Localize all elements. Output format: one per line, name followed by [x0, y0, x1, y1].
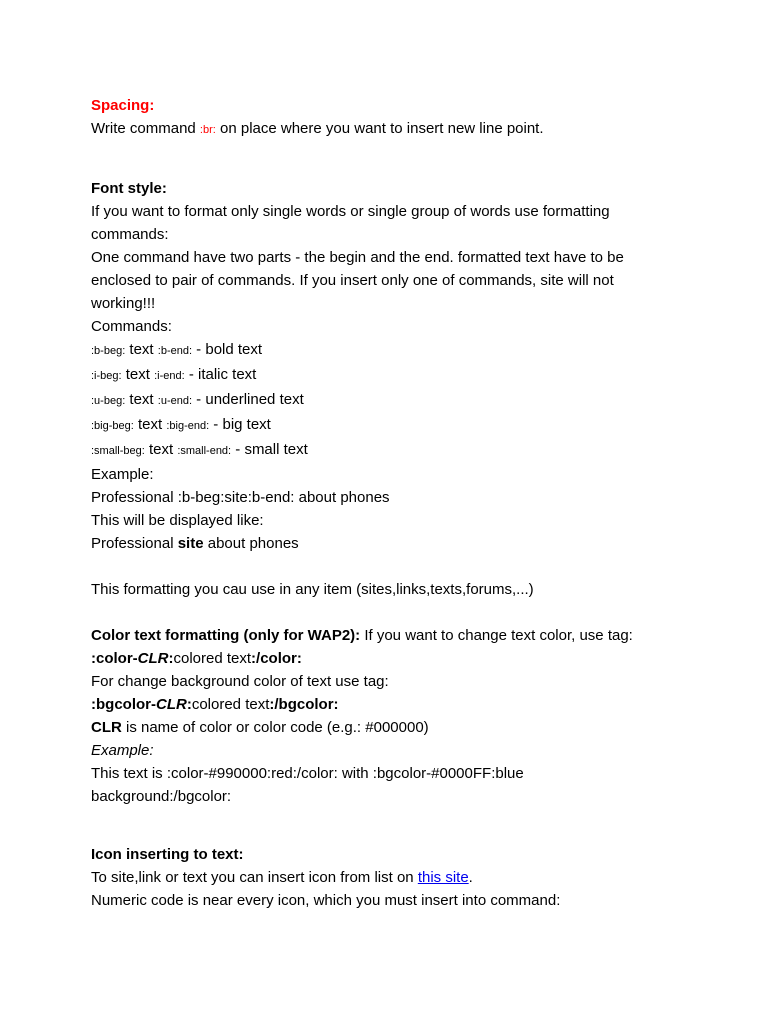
- clr-desc: is name of color or color code (e.g.: #000000): [121, 719, 429, 736]
- document-content: [91, 94, 691, 912]
- spacing-text-post: on place where you want to insert new line point.: [215, 120, 544, 137]
- this-site-link[interactable]: this site: [417, 869, 469, 886]
- command-begin: :i-beg:: [91, 370, 122, 382]
- icon-insert-pre: To site,link or text you can insert icon from list on: [91, 869, 418, 886]
- color-tag-syntax: [91, 647, 691, 670]
- font-style-desc-2: enclosed to pair of commands. If you insert only one of commands, site will not: [91, 272, 614, 289]
- command-end: :big-end:: [166, 420, 210, 432]
- color-tag-clr: CLR: [137, 650, 169, 667]
- clr-definition: [91, 716, 691, 739]
- command-desc: - underlined text: [192, 391, 304, 408]
- command-line-italic: [91, 363, 691, 388]
- color-format-heading: Color text formatting (only for WAP2):: [91, 627, 361, 644]
- br-command: :br:: [199, 124, 216, 136]
- font-example-result: [91, 532, 691, 555]
- command-begin: :small-beg:: [91, 445, 145, 457]
- bg-tag-clr: CLR: [156, 696, 187, 713]
- bg-tag-part: :: [186, 696, 192, 713]
- spacing-instruction: [91, 117, 691, 142]
- color-format-heading-tail: If you want to change text color, use tag:: [360, 627, 633, 644]
- command-begin: :u-beg:: [91, 395, 126, 407]
- command-begin: :big-beg:: [91, 420, 134, 432]
- bg-tag-part: :bgcolor-: [91, 696, 156, 713]
- usage-note: This formatting you cau use in any item (sites,links,texts,forums,...): [91, 581, 534, 598]
- result-post: about phones: [203, 535, 299, 552]
- command-line-bold: [91, 338, 691, 363]
- font-style-intro-2: commands:: [91, 226, 169, 243]
- spacing-heading: Spacing:: [91, 97, 155, 114]
- command-desc: - bold text: [192, 341, 263, 358]
- font-style-desc-3: working!!!: [91, 295, 156, 312]
- command-desc: - small text: [231, 441, 308, 458]
- bg-intro: For change background color of text use tag:: [91, 673, 389, 690]
- font-style-heading: Font style:: [91, 180, 167, 197]
- command-text: text: [125, 391, 158, 408]
- bg-tag-mid: colored text: [191, 696, 270, 713]
- icon-insert-heading: Icon inserting to text:: [91, 846, 244, 863]
- color-example-label: Example:: [91, 742, 154, 759]
- command-begin: :b-beg:: [91, 345, 126, 357]
- color-format-heading-line: [91, 624, 691, 647]
- command-text: text: [121, 366, 155, 383]
- command-text: text: [133, 416, 167, 433]
- color-example-line-1: This text is :color-#990000:red:/color: with :bgcolor-#0000FF:blue: [91, 765, 524, 782]
- command-text: text: [125, 341, 158, 358]
- command-end: :i-end:: [154, 370, 185, 382]
- color-example-line-2: background:/bgcolor:: [91, 788, 232, 805]
- result-pre: Professional: [91, 535, 178, 552]
- font-displayed-like: This will be displayed like:: [91, 512, 264, 529]
- command-text: text: [144, 441, 178, 458]
- clr-label: CLR: [91, 719, 122, 736]
- color-tag-mid: colored text: [173, 650, 252, 667]
- spacing-text-pre: Write command: [91, 120, 200, 137]
- command-line-big: [91, 413, 691, 438]
- icon-insert-line-1: [91, 866, 691, 889]
- font-example-label: Example:: [91, 466, 154, 483]
- color-tag-part: :: [168, 650, 174, 667]
- commands-label: Commands:: [91, 318, 172, 335]
- icon-insert-line-2: Numeric code is near every icon, which you must insert into command:: [91, 892, 561, 909]
- font-example-code: Professional :b-beg:site:b-end: about phones: [91, 489, 390, 506]
- bg-tag-part: :/bgcolor:: [269, 696, 339, 713]
- command-line-underline: [91, 388, 691, 413]
- command-desc: - big text: [209, 416, 271, 433]
- command-desc: - italic text: [184, 366, 257, 383]
- font-style-intro-1: If you want to format only single words or single group of words use formatting: [91, 203, 610, 220]
- command-end: :small-end:: [177, 445, 232, 457]
- result-bold: site: [177, 535, 204, 552]
- bgcolor-tag-syntax: [91, 693, 691, 716]
- command-end: :b-end:: [157, 345, 193, 357]
- command-line-small: [91, 438, 691, 463]
- color-tag-part: :/color:: [251, 650, 302, 667]
- command-end: :u-end:: [157, 395, 193, 407]
- font-style-desc-1: One command have two parts - the begin and the end. formatted text have to be: [91, 249, 624, 266]
- icon-insert-post: .: [468, 869, 473, 886]
- color-tag-part: :color-: [91, 650, 138, 667]
